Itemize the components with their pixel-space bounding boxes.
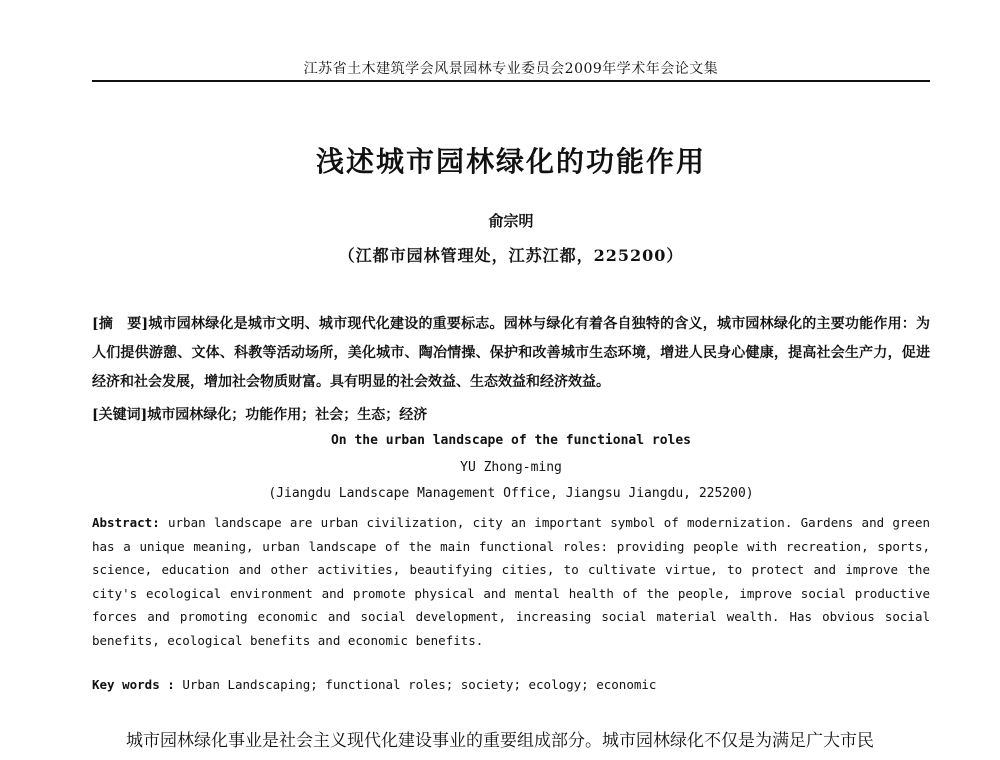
running-head: 江苏省土木建筑学会风景园林专业委员会2009年学术年会论文集 <box>303 61 719 77</box>
abstract-english-text: urban landscape are urban civilization, city an important symbol of modernization. Gardens and green has a unique meaning, urban landscape of the main functional roles: providing people with recreation, sports, science, education and other activities, beautifying cities, to cultivate virtue, to protect and improve the city's ecological environment and promote physical and mental health of the people, improve social productive forces and promoting economic and social development, increasing social material wealth. Has obvious social benefits, ecological benefits and economic benefits. <box>92 515 930 648</box>
abstract-english-label: Abstract: <box>92 515 160 530</box>
author-name: 俞宗明 <box>488 212 534 230</box>
english-author: YU Zhong-ming <box>460 460 562 475</box>
abstract-english <box>92 511 930 653</box>
keywords-english <box>92 674 930 696</box>
author-affiliation: （江都市园林管理处，江苏江都，225200） <box>338 246 684 265</box>
keywords-english-label: Key words : <box>92 677 175 692</box>
english-affiliation: (Jiangdu Landscape Management Office, Jiangsu Jiangdu, 225200) <box>268 486 754 501</box>
abstract-chinese <box>92 310 930 397</box>
header-rule <box>92 80 930 82</box>
english-title: On the urban landscape of the functional roles <box>330 433 692 448</box>
abstract-chinese-text: 城市园林绿化是城市文明、城市现代化建设的重要标志。园林与绿化有着各自独特的含义，城市园林绿化的主要功能作用：为人们提供游憩、文体、科教等活动场所，美化城市、陶冶情操、保护和改善城市生态环境，增进人民身心健康，提高社会生产力，促进经济和社会发展，增加社会物质财富。具有明显的社会效益、生态效益和经济效益。 <box>92 316 931 390</box>
keywords-chinese-text: 城市园林绿化；功能作用；社会；生态；经济 <box>147 407 428 423</box>
keywords-chinese <box>92 403 930 427</box>
paper-title: 浅述城市园林绿化的功能作用 <box>315 145 706 178</box>
keywords-chinese-label: [关键词] <box>92 407 148 423</box>
keywords-english-text: Urban Landscaping; functional roles; society; ecology; economic <box>174 677 657 692</box>
abstract-chinese-label: [摘 要] <box>92 316 149 332</box>
body-paragraph: 城市园林绿化事业是社会主义现代化建设事业的重要组成部分。城市园林绿化不仅是为满足广大市民 <box>126 731 874 751</box>
